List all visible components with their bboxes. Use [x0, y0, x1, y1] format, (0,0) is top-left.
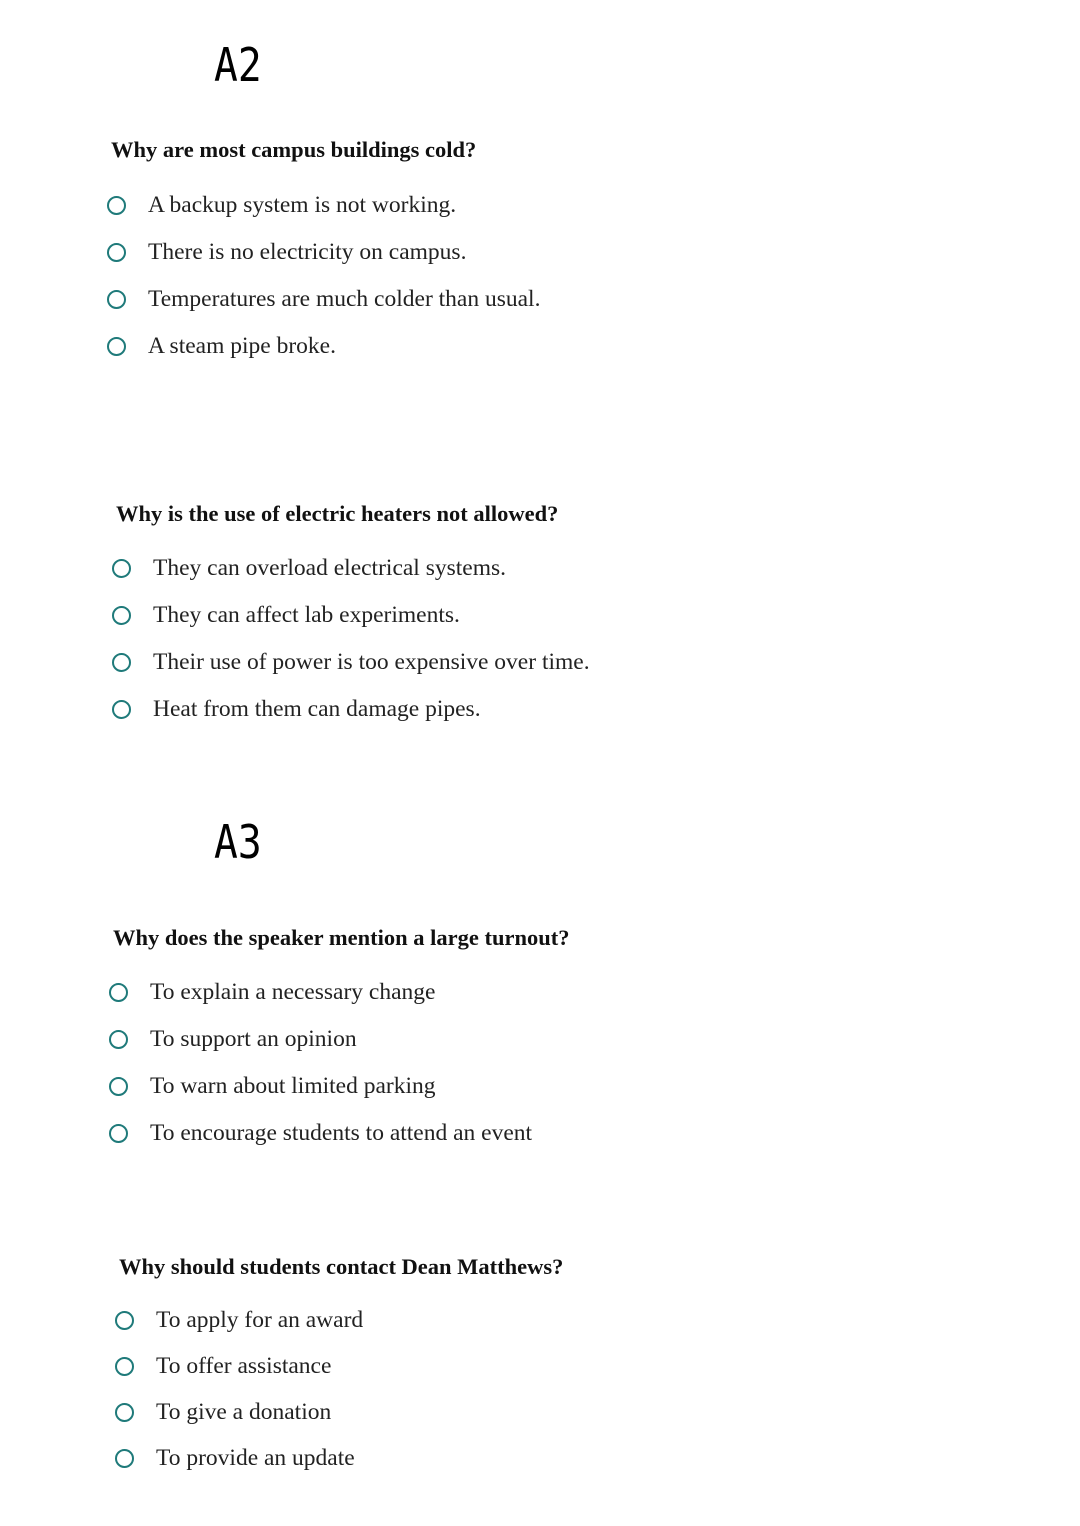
option-label: To encourage students to attend an event — [150, 1120, 533, 1146]
answer-option[interactable] — [107, 335, 336, 359]
question-text: Why does the speaker mention a large turnout? — [113, 925, 570, 950]
option-label: To apply for an award — [156, 1307, 364, 1333]
option-label: Temperatures are much colder than usual. — [148, 286, 541, 312]
option-label: A steam pipe broke. — [148, 333, 336, 359]
option-label: To give a donation — [156, 1399, 332, 1425]
option-label: To explain a necessary change — [150, 979, 436, 1005]
option-label: A backup system is not working. — [148, 192, 457, 218]
answer-option[interactable] — [112, 557, 506, 581]
question-2 — [116, 503, 558, 526]
radio-unselected-icon[interactable] — [109, 1124, 128, 1143]
option-label: To warn about limited parking — [150, 1073, 436, 1099]
radio-unselected-icon[interactable] — [107, 337, 126, 356]
option-label: To provide an update — [156, 1445, 355, 1471]
option-label: There is no electricity on campus. — [148, 239, 467, 265]
radio-unselected-icon[interactable] — [112, 559, 131, 578]
radio-unselected-icon[interactable] — [107, 290, 126, 309]
question-text: Why should students contact Dean Matthews? — [119, 1254, 564, 1279]
answer-option[interactable] — [115, 1401, 331, 1425]
section-title-a2: A2 — [214, 38, 262, 92]
radio-unselected-icon[interactable] — [112, 700, 131, 719]
answer-option[interactable] — [115, 1447, 355, 1471]
radio-unselected-icon[interactable] — [112, 653, 131, 672]
radio-unselected-icon[interactable] — [107, 243, 126, 262]
radio-unselected-icon[interactable] — [115, 1403, 134, 1422]
answer-option[interactable] — [112, 604, 460, 628]
answer-option[interactable] — [115, 1355, 331, 1379]
radio-unselected-icon[interactable] — [109, 1030, 128, 1049]
question-text: Why are most campus buildings cold? — [111, 137, 477, 162]
question-3 — [113, 927, 569, 950]
radio-unselected-icon[interactable] — [109, 1077, 128, 1096]
answer-option[interactable] — [109, 1075, 436, 1099]
question-4 — [119, 1256, 563, 1279]
answer-option[interactable] — [112, 698, 481, 722]
radio-unselected-icon[interactable] — [115, 1449, 134, 1468]
section-title-a3: A3 — [214, 815, 262, 869]
answer-option[interactable] — [107, 241, 466, 265]
radio-unselected-icon[interactable] — [112, 606, 131, 625]
answer-option[interactable] — [109, 1028, 357, 1052]
answer-option[interactable] — [107, 194, 456, 218]
option-label: To support an opinion — [150, 1026, 357, 1052]
option-label: To offer assistance — [156, 1353, 332, 1379]
option-label: They can affect lab experiments. — [153, 602, 460, 628]
radio-unselected-icon[interactable] — [107, 196, 126, 215]
question-text: Why is the use of electric heaters not allowed? — [116, 501, 559, 526]
radio-unselected-icon[interactable] — [109, 983, 128, 1002]
question-1 — [111, 139, 476, 162]
answer-option[interactable] — [109, 981, 435, 1005]
answer-option[interactable] — [107, 288, 540, 312]
option-label: Their use of power is too expensive over time. — [153, 649, 590, 675]
answer-option[interactable] — [112, 651, 590, 675]
answer-option[interactable] — [115, 1309, 363, 1333]
option-label: Heat from them can damage pipes. — [153, 696, 481, 722]
radio-unselected-icon[interactable] — [115, 1357, 134, 1376]
answer-option[interactable] — [109, 1122, 532, 1146]
option-label: They can overload electrical systems. — [153, 555, 507, 581]
radio-unselected-icon[interactable] — [115, 1311, 134, 1330]
